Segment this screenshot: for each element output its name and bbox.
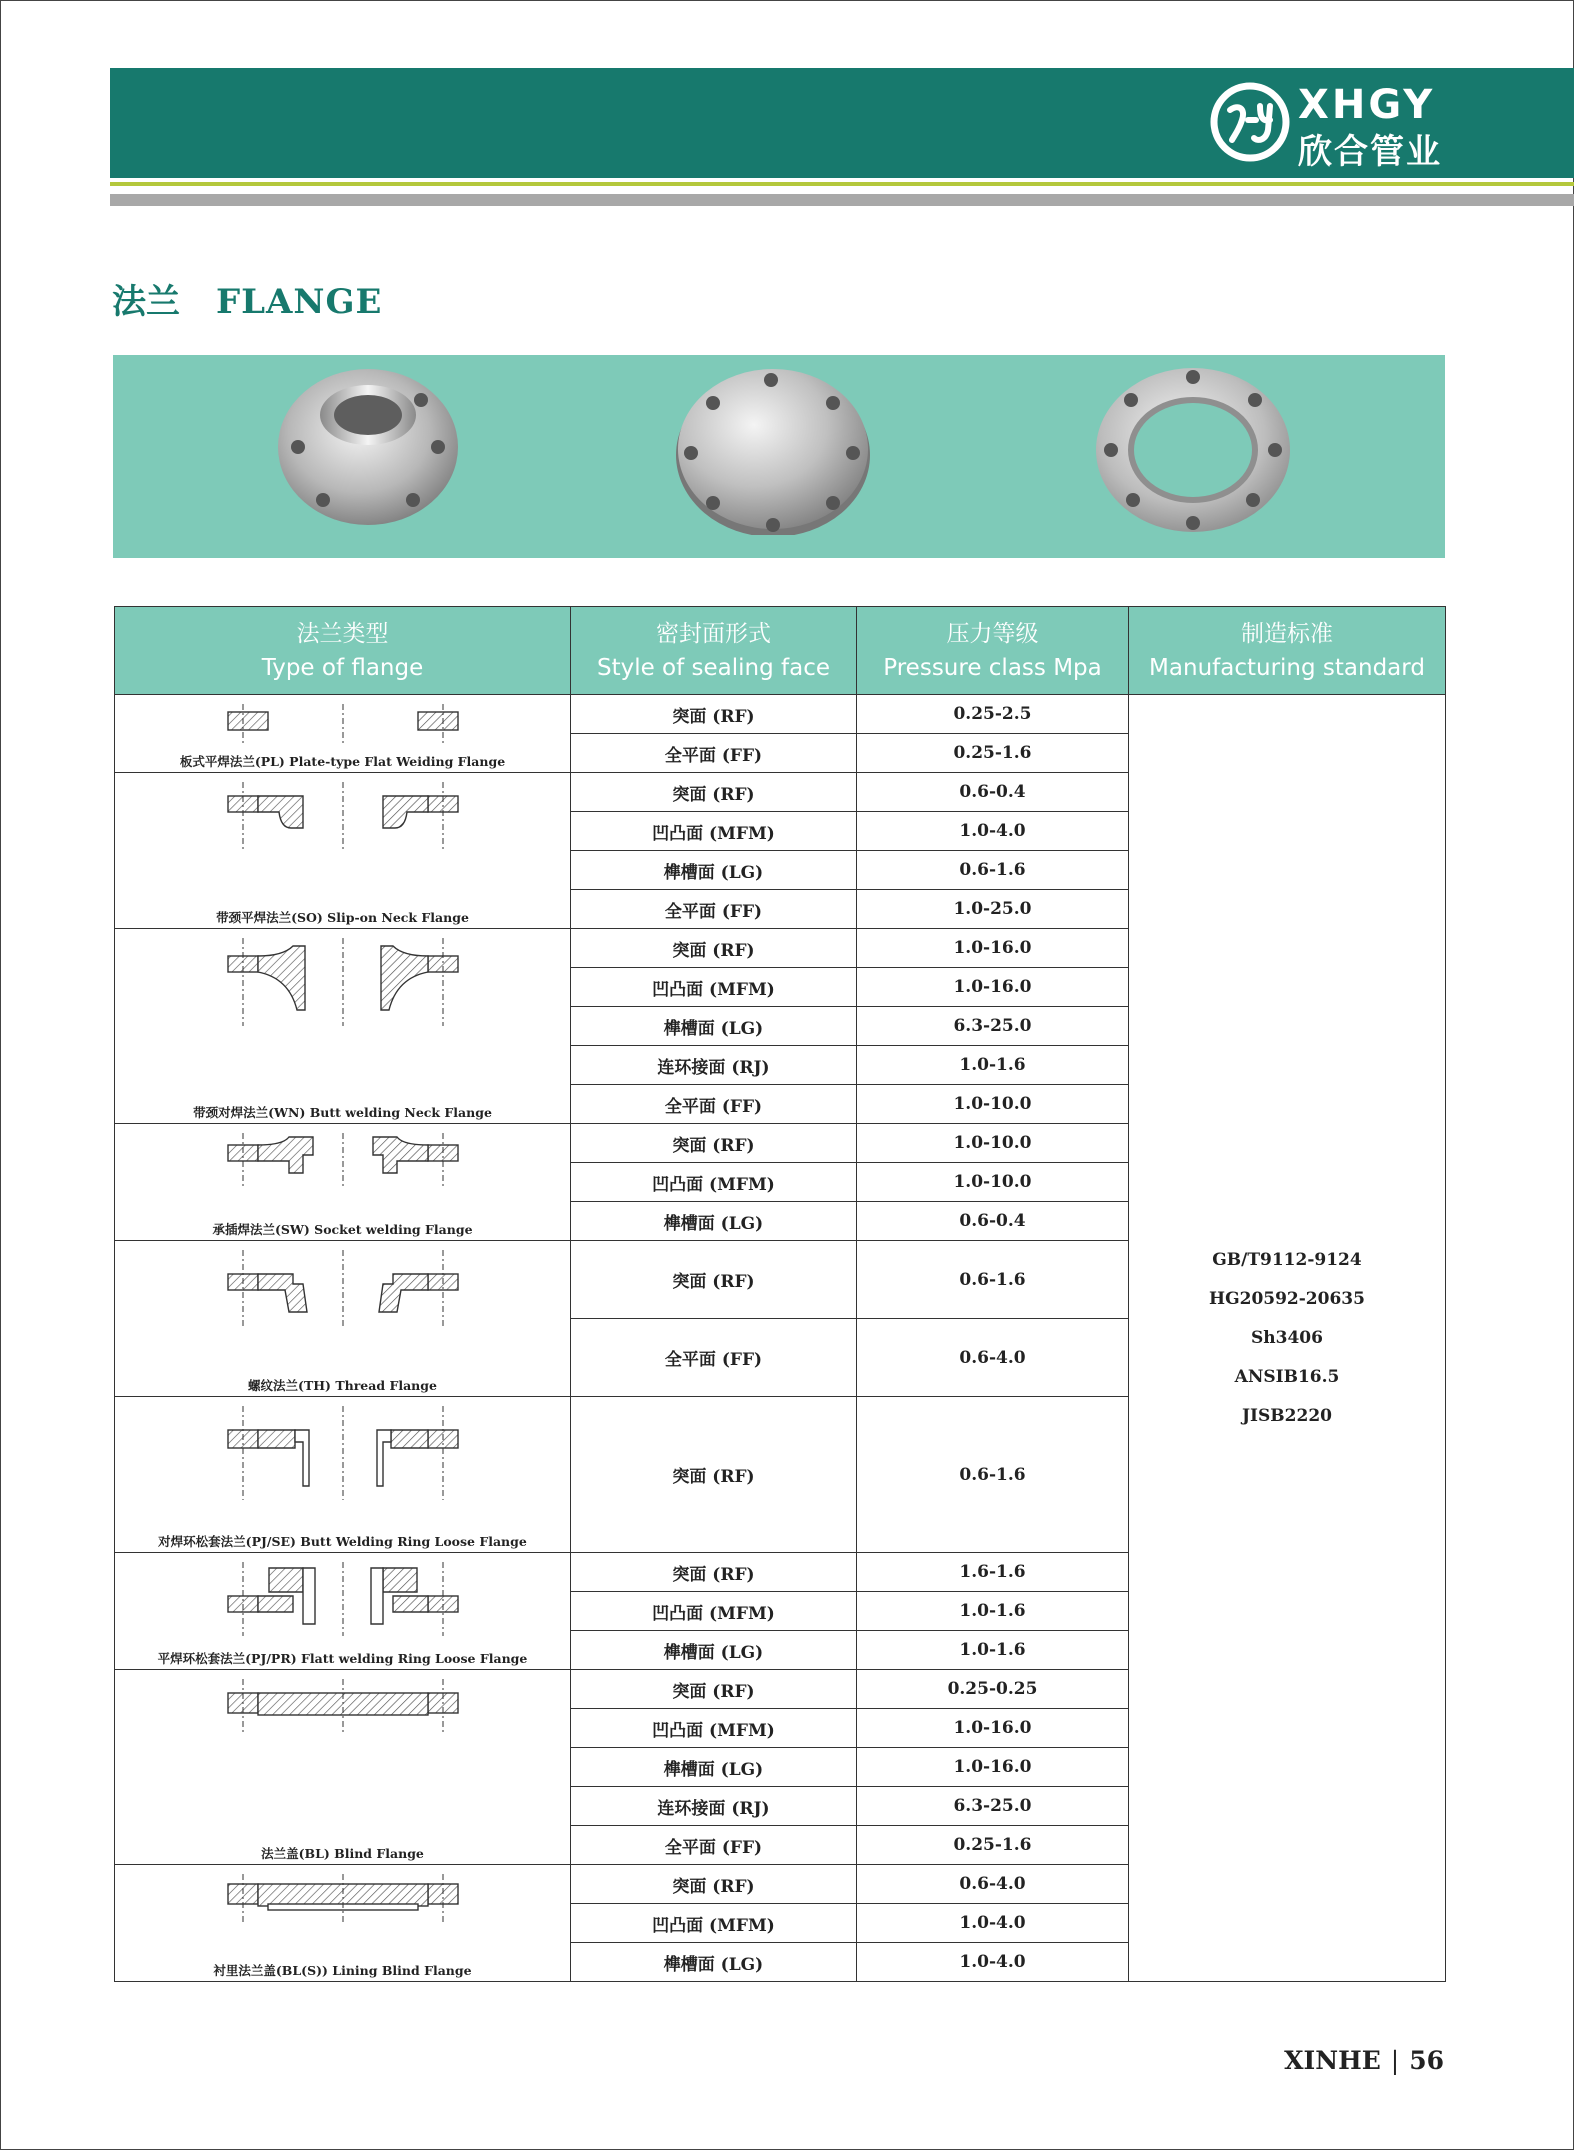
weld-neck-flange-photo: [273, 355, 463, 525]
flange-type-cell: [115, 695, 571, 773]
sealing-face-cell: 突面 (RF): [571, 695, 857, 734]
pressure-class-cell: 1.0-16.0: [857, 968, 1129, 1007]
pressure-class-cell: 1.0-4.0: [857, 812, 1129, 851]
sealing-face-cell: 突面 (RF): [571, 773, 857, 812]
flange-type-cell: [115, 1124, 571, 1241]
sealing-face-cell: 榫槽面 (LG): [571, 1748, 857, 1787]
pressure-class-cell: 0.6-1.6: [857, 1241, 1129, 1319]
sealing-face-cell: 榫槽面 (LG): [571, 851, 857, 890]
flange-type-cell: [115, 1865, 571, 1982]
pressure-class-cell: 0.6-0.4: [857, 773, 1129, 812]
logo-mark-icon: [1208, 80, 1292, 164]
thread-flange-drawing-icon: [223, 1250, 463, 1326]
sealing-face-cell: 凹凸面 (MFM): [571, 1163, 857, 1202]
product-photo-band: [113, 355, 1445, 558]
butt-weld-ring-loose-flange-drawing-icon: [223, 1406, 463, 1500]
section-title: [112, 274, 382, 323]
standard-item: GB/T9112-9124: [1212, 1249, 1362, 1270]
socket-weld-flange-drawing-icon: [223, 1133, 463, 1187]
blind-flange-photo: [673, 355, 873, 535]
pressure-class-cell: 1.0-4.0: [857, 1943, 1129, 1982]
sealing-face-cell: 榫槽面 (LG): [571, 1007, 857, 1046]
header-standard: 制造标准 Manufacturing standard: [1129, 607, 1446, 695]
plate-flange-drawing-icon: [223, 704, 463, 746]
pressure-class-cell: 0.6-1.6: [857, 851, 1129, 890]
flange-type-label: 衬里法兰盖(BL(S)) Lining Blind Flange: [213, 1963, 472, 1978]
pressure-class-cell: 0.6-4.0: [857, 1319, 1129, 1397]
page-footer: [1284, 2046, 1444, 2075]
sealing-face-cell: 突面 (RF): [571, 1670, 857, 1709]
pressure-class-cell: 1.0-10.0: [857, 1163, 1129, 1202]
pressure-class-cell: 0.6-1.6: [857, 1397, 1129, 1553]
sealing-face-cell: 突面 (RF): [571, 1241, 857, 1319]
header-gray-line: [110, 194, 1574, 206]
header-type: 法兰类型 Type of flange: [115, 607, 571, 695]
table-header-row: [115, 607, 1446, 695]
sealing-face-cell: 榫槽面 (LG): [571, 1631, 857, 1670]
footer-separator: |: [1390, 2046, 1400, 2075]
flange-type-label: 平焊环松套法兰(PJ/PR) Flatt welding Ring Loose Flange: [157, 1651, 528, 1666]
footer-brand: XINHE: [1284, 2046, 1381, 2075]
sealing-face-cell: 突面 (RF): [571, 1397, 857, 1553]
sealing-face-cell: 突面 (RF): [571, 1553, 857, 1592]
flange-type-label: 板式平焊法兰(PL) Plate-type Flat Weiding Flange: [179, 754, 506, 769]
flange-type-label: 对焊环松套法兰(PJ/SE) Butt Welding Ring Loose Flange: [158, 1534, 527, 1549]
pressure-class-cell: 0.25-2.5: [857, 695, 1129, 734]
flange-type-cell: [115, 1241, 571, 1397]
sealing-face-cell: 突面 (RF): [571, 1124, 857, 1163]
flange-type-cell: [115, 1553, 571, 1670]
pressure-class-cell: 0.25-0.25: [857, 1670, 1129, 1709]
flange-type-cell: [115, 1670, 571, 1865]
section-title-en: FLANGE: [216, 282, 383, 322]
sealing-face-cell: 凹凸面 (MFM): [571, 1904, 857, 1943]
weld-neck-flange-drawing-icon: [223, 938, 463, 1026]
pressure-class-cell: 0.6-4.0: [857, 1865, 1129, 1904]
sealing-face-cell: 全平面 (FF): [571, 890, 857, 929]
pressure-class-cell: 0.6-0.4: [857, 1202, 1129, 1241]
standard-item: JISB2220: [1242, 1405, 1332, 1426]
standard-item: HG20592-20635: [1209, 1288, 1365, 1309]
pressure-class-cell: 1.0-1.6: [857, 1046, 1129, 1085]
pressure-class-cell: 1.0-1.6: [857, 1592, 1129, 1631]
standard-item: Sh3406: [1251, 1327, 1323, 1348]
sealing-face-cell: 全平面 (FF): [571, 1826, 857, 1865]
flange-type-label: 带颈对焊法兰(WN) Butt welding Neck Flange: [193, 1105, 492, 1120]
pressure-class-cell: 1.0-4.0: [857, 1904, 1129, 1943]
header-accent-line: [110, 182, 1574, 186]
sealing-face-cell: 连环接面 (RJ): [571, 1046, 857, 1085]
section-title-cn: 法兰: [112, 282, 180, 322]
pressure-class-cell: 1.6-1.6: [857, 1553, 1129, 1592]
table-row: [115, 695, 1446, 734]
blind-flange-drawing-icon: [223, 1679, 463, 1733]
flange-type-label: 带颈平焊法兰(SO) Slip-on Neck Flange: [216, 910, 469, 925]
sealing-face-cell: 突面 (RF): [571, 1865, 857, 1904]
page-number: 56: [1409, 2046, 1444, 2075]
sealing-face-cell: 突面 (RF): [571, 929, 857, 968]
flange-type-label: 螺纹法兰(TH) Thread Flange: [248, 1378, 437, 1393]
flange-type-cell: [115, 773, 571, 929]
pressure-class-cell: 6.3-25.0: [857, 1007, 1129, 1046]
pressure-class-cell: 0.25-1.6: [857, 1826, 1129, 1865]
brand-name-en: XHGY: [1298, 82, 1436, 128]
sealing-face-cell: 凹凸面 (MFM): [571, 1709, 857, 1748]
brand-logo: [1208, 80, 1448, 170]
sealing-face-cell: 凹凸面 (MFM): [571, 812, 857, 851]
brand-name-cn: 欣合管业: [1298, 132, 1442, 172]
sealing-face-cell: 凹凸面 (MFM): [571, 968, 857, 1007]
pressure-class-cell: 1.0-1.6: [857, 1631, 1129, 1670]
pressure-class-cell: 1.0-16.0: [857, 1709, 1129, 1748]
sealing-face-cell: 全平面 (FF): [571, 1085, 857, 1124]
header-pressure-class: 压力等级 Pressure class Mpa: [857, 607, 1129, 695]
plate-flange-photo: [1093, 355, 1293, 535]
sealing-face-cell: 连环接面 (RJ): [571, 1787, 857, 1826]
flange-type-label: 承插焊法兰(SW) Socket welding Flange: [212, 1222, 473, 1237]
pressure-class-cell: 6.3-25.0: [857, 1787, 1129, 1826]
pressure-class-cell: 1.0-25.0: [857, 890, 1129, 929]
standard-item: ANSIB16.5: [1234, 1366, 1340, 1387]
slip-on-flange-drawing-icon: [223, 782, 463, 850]
sealing-face-cell: 凹凸面 (MFM): [571, 1592, 857, 1631]
sealing-face-cell: 榫槽面 (LG): [571, 1943, 857, 1982]
flange-type-cell: [115, 929, 571, 1124]
pressure-class-cell: 1.0-16.0: [857, 1748, 1129, 1787]
flat-weld-ring-loose-flange-drawing-icon: [223, 1562, 463, 1636]
pressure-class-cell: 1.0-10.0: [857, 1085, 1129, 1124]
pressure-class-cell: 0.25-1.6: [857, 734, 1129, 773]
sealing-face-cell: 全平面 (FF): [571, 1319, 857, 1397]
header-sealing-face: 密封面形式 Style of sealing face: [571, 607, 857, 695]
manufacturing-standard-cell: [1129, 695, 1446, 1982]
sealing-face-cell: 全平面 (FF): [571, 734, 857, 773]
pressure-class-cell: 1.0-16.0: [857, 929, 1129, 968]
pressure-class-cell: 1.0-10.0: [857, 1124, 1129, 1163]
lining-blind-flange-drawing-icon: [223, 1874, 463, 1924]
flange-type-label: 法兰盖(BL) Blind Flange: [261, 1846, 424, 1861]
flange-spec-table: [114, 606, 1446, 1982]
flange-type-cell: [115, 1397, 571, 1553]
sealing-face-cell: 榫槽面 (LG): [571, 1202, 857, 1241]
